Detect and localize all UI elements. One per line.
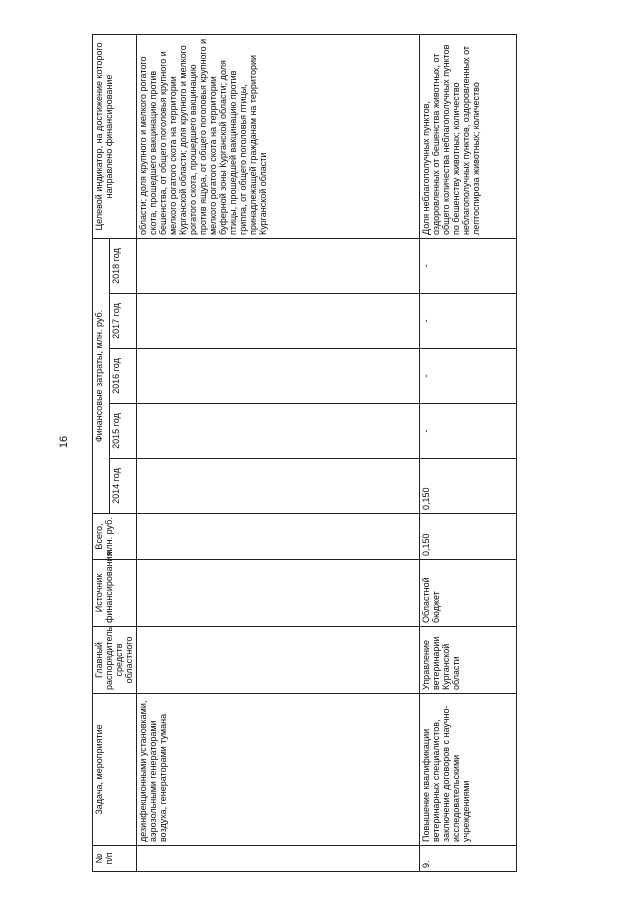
cell-2018: - [420, 239, 517, 294]
page-number: 16 [58, 435, 70, 449]
header-year-2014: 2014 год [110, 459, 137, 514]
cell-2018 [137, 239, 420, 294]
cell-2015: - [420, 404, 517, 459]
cell-total [137, 514, 420, 560]
header-total: Всего, млн. руб. [93, 514, 137, 560]
header-indicator [93, 35, 137, 239]
cell-2017 [137, 294, 420, 349]
cell-source [137, 560, 420, 627]
table-row [137, 35, 420, 872]
cell-total: 0,150 [420, 514, 517, 560]
header-year-2016: 2016 год [110, 349, 137, 404]
header-year-2015: 2015 год [110, 404, 137, 459]
header-year-2018: 2018 год [110, 239, 137, 294]
cell-num: 9. [420, 846, 517, 872]
header-num: № п/п [93, 846, 137, 872]
cell-source: Областной бюджет [420, 560, 517, 627]
cell-manager: Управление ветеринарии Курганской области [420, 627, 517, 694]
cell-task: Повышение квалификации ветеринарных специалистов, заключение договоров с научно-исследовательскими учреждениями [420, 694, 517, 846]
header-manager-text: Главный распорядитель средств областного [94, 626, 134, 690]
cell-2016: - [420, 349, 517, 404]
header-finance: Финансовые затраты, млн. руб. [93, 239, 110, 514]
cell-task: дезинфекционными установками, аэрозольными генераторами воздуха, генераторами тумана [137, 694, 420, 846]
header-indicator-text: Целевой индикатор, на достижение которого направлено финансирование [94, 42, 114, 231]
header-year-2017: 2017 год [110, 294, 137, 349]
cell-indicator: Доля неблагополучных пунктов, оздоровленных от бешенства животных, от общего количества неблагополучных пунктов по бешенству животных; количество неблагополучных пунктов, оздоровленных от лептоспироза животных; количество [420, 35, 517, 239]
header-manager [93, 627, 137, 694]
rotated-table-wrapper [92, 35, 517, 872]
cell-2015 [137, 404, 420, 459]
table-row [420, 35, 517, 872]
cell-num [137, 846, 420, 872]
cell-manager [137, 627, 420, 694]
cell-2014: 0,150 [420, 459, 517, 514]
cell-2016 [137, 349, 420, 404]
header-task: Задача, мероприятие [93, 694, 137, 846]
cell-2014 [137, 459, 420, 514]
cell-indicator: области; доля крупного и мелкого рогатого скота, прошедшего вакцинацию против бешенства, от общего поголовья крупного и мелкого рогатого скота на территории Курганской области; доля крупного и мелкого рогатого скота, прошедшего вакцинацию против ящура, от общего поголовья крупного и мелкого рогатого скота на территории буферной зоны Курганской области; доля птицы, прошедшей вакцинацию против гриппа, от общего поголовья птицы, принадлежащей гражданам на территории Курганской области [137, 35, 420, 239]
program-table [92, 34, 517, 872]
header-source: Источник финансирования [93, 560, 137, 627]
cell-2017: - [420, 294, 517, 349]
